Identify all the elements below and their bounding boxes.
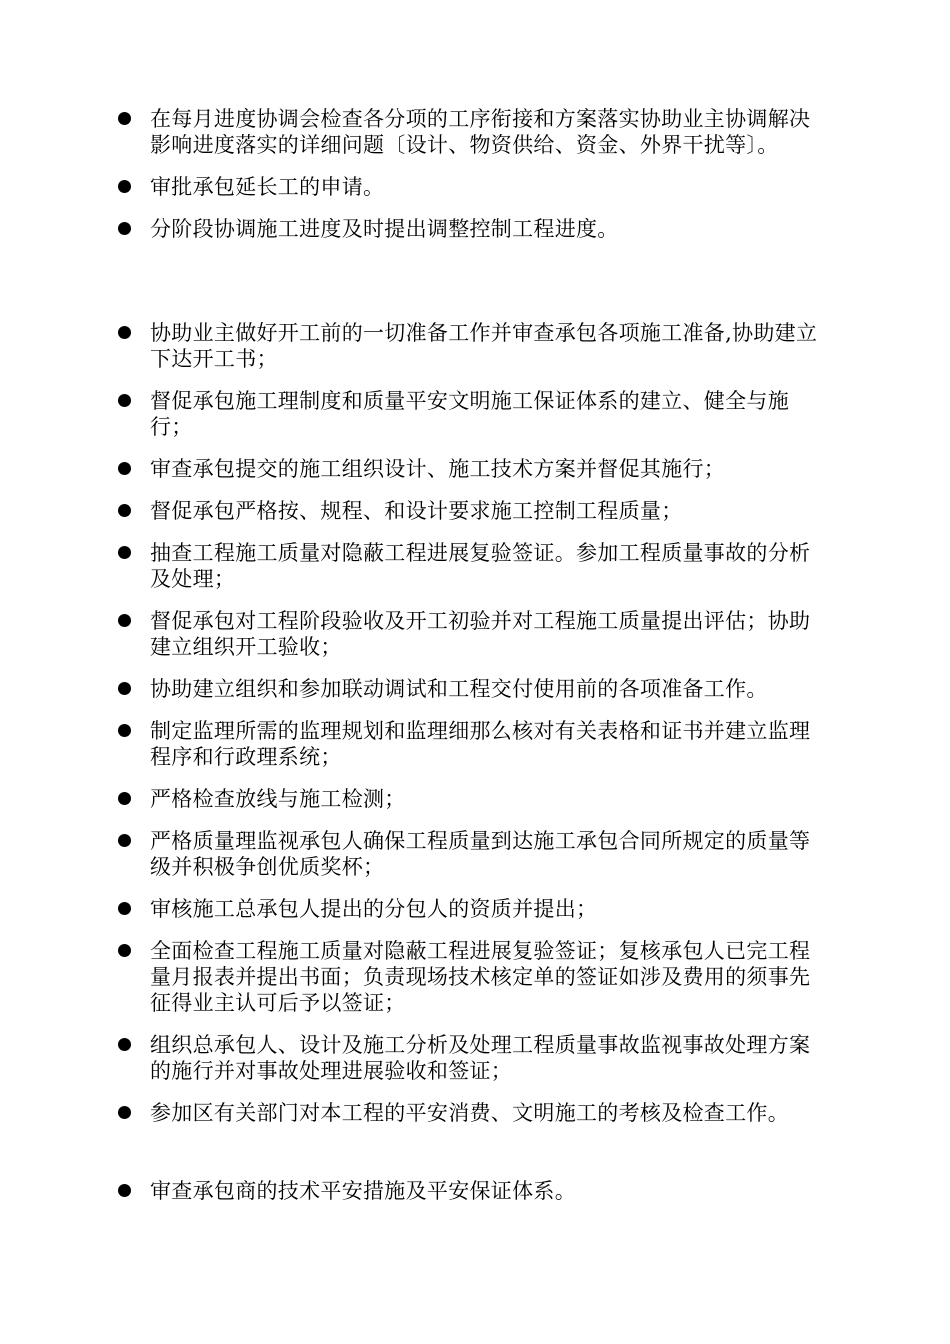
list-item (118, 938, 818, 1016)
list-item-text: 审查承包商的技术平安措施及平安保证体系。 (150, 1179, 576, 1203)
list-item (118, 106, 818, 158)
list-item-text: 组织总承包人、设计及施工分析及处理工程质量事故监视事故处理方案的施行并对事故处理进展验收和签证； (150, 1033, 811, 1083)
bullet-icon (118, 724, 131, 737)
list-item (118, 388, 818, 440)
list-item (118, 216, 818, 242)
list-item (118, 498, 818, 524)
bullet-icon (118, 682, 131, 695)
list-item-text: 制定监理所需的监理规划和监理细那么核对有关表格和证书并建立监理程序和行政理系统； (150, 719, 811, 769)
list-item-text: 参加区有关部门对本工程的平安消费、文明施工的考核及检查工作。 (150, 1101, 789, 1125)
bullet-icon (118, 1038, 131, 1051)
list-item-text: 协助建立组织和参加联动调试和工程交付使用前的各项准备工作。 (150, 677, 768, 701)
list-item (118, 828, 818, 880)
bullet-icon (118, 394, 131, 407)
bullet-icon (118, 504, 131, 517)
list-item (118, 676, 818, 702)
bullet-icon (118, 462, 131, 475)
list-item-text: 分阶段协调施工进度及时提出调整控制工程进度。 (150, 217, 619, 241)
bullet-icon (118, 614, 131, 627)
bullet-icon (118, 546, 131, 559)
list-item (118, 320, 818, 372)
list-item-text: 督促承包施工理制度和质量平安文明施工保证体系的建立、健全与施行； (150, 389, 789, 439)
bullet-list-quality (118, 320, 818, 1142)
list-item (118, 1178, 818, 1204)
list-item (118, 718, 818, 770)
list-item-text: 全面检查工程施工质量对隐蔽工程进展复验签证；复核承包人已完工程量月报表并提出书面；负责现场技术核定单的签证如涉及费用的须事先征得业主认可后予以签证； (150, 939, 811, 1015)
list-item-text: 严格质量理监视承包人确保工程质量到达施工承包合同所规定的质量等级并积极争创优质奖杯； (150, 829, 811, 879)
list-item (118, 786, 818, 812)
list-item (118, 608, 818, 660)
list-item-text: 协助业主做好开工前的一切准备工作并审查承包各项施工准备,协助建立下达开工书； (150, 321, 818, 371)
list-item-text: 督促承包对工程阶段验收及开工初验并对工程施工质量提出评估；协助建立组织开工验收； (150, 609, 811, 659)
bullet-icon (118, 222, 131, 235)
bullet-icon (118, 1184, 131, 1197)
bullet-icon (118, 834, 131, 847)
bullet-icon (118, 112, 131, 125)
list-item-text: 审核施工总承包人提出的分包人的资质并提出； (150, 897, 598, 921)
list-item (118, 456, 818, 482)
bullet-icon (118, 180, 131, 193)
bullet-list-progress (118, 106, 818, 258)
list-item (118, 896, 818, 922)
list-item-text: 抽查工程施工质量对隐蔽工程进展复验签证。参加工程质量事故的分析及处理； (150, 541, 811, 591)
list-item (118, 1100, 818, 1126)
list-item-text: 审批承包延长工的申请。 (150, 175, 385, 199)
list-item (118, 540, 818, 592)
bullet-icon (118, 902, 131, 915)
list-item-text: 严格检查放线与施工检测； (150, 787, 406, 811)
bullet-icon (118, 792, 131, 805)
list-item (118, 174, 818, 200)
bullet-icon (118, 944, 131, 957)
bullet-icon (118, 326, 131, 339)
list-item-text: 在每月进度协调会检查各分项的工序衔接和方案落实协助业主协调解决影响进度落实的详细问题〔设计、物资供给、资金、外界干扰等〕。 (150, 107, 811, 157)
list-item-text: 审查承包提交的施工组织设计、施工技术方案并督促其施行； (150, 457, 726, 481)
bullet-icon (118, 1106, 131, 1119)
list-item (118, 1032, 818, 1084)
list-item-text: 督促承包严格按、规程、和设计要求施工控制工程质量； (150, 499, 683, 523)
bullet-list-safety (118, 1178, 818, 1220)
